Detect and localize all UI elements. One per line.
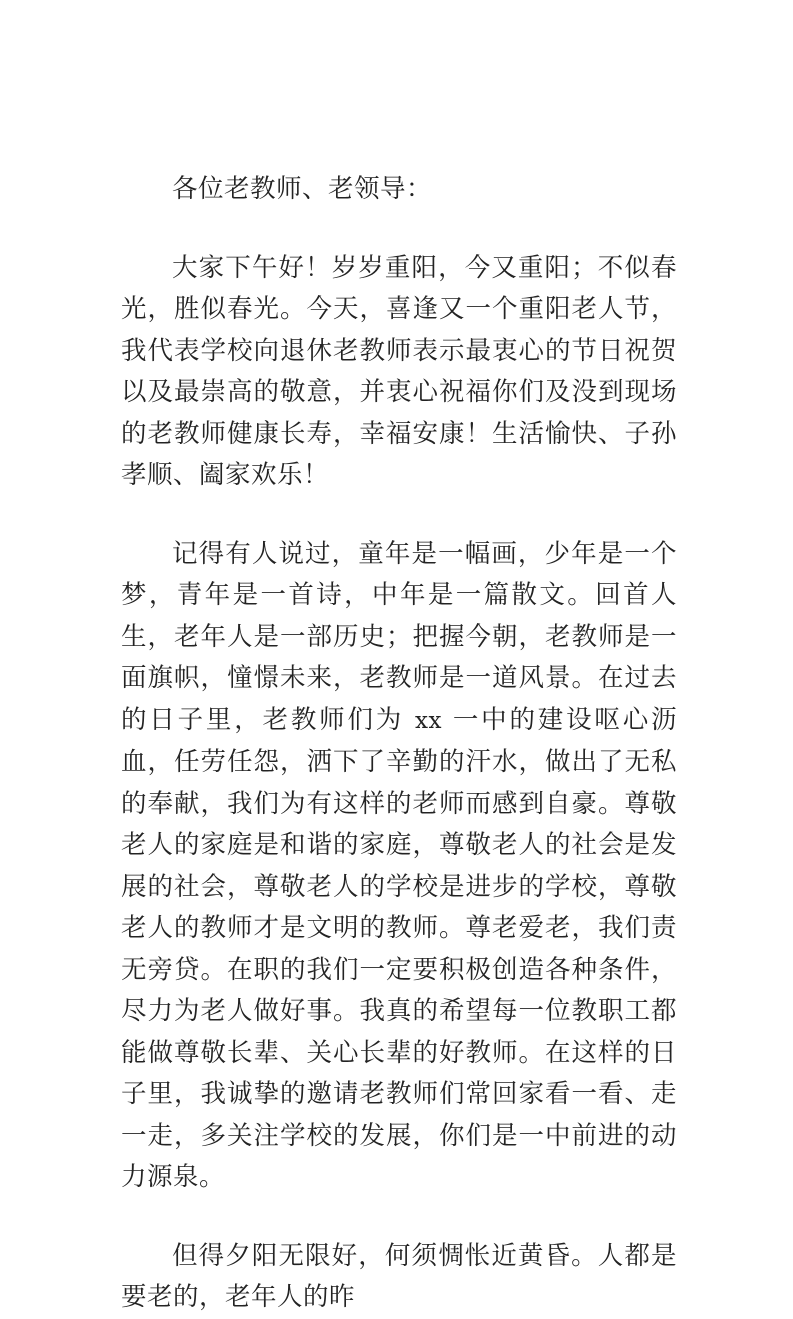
main-body-text-after-placeholder: 一中的建设呕心沥血，任劳任怨，洒下了辛勤的汗水，做出了无私的奉献，我们为有这样的老师而感到自豪。尊敬老人的家庭是和谐的家庭，尊敬老人的社会是发展的社会，尊敬老人的学校是进步的学校，尊敬老人的教师才是文明的教师。尊老爱老，我们责无旁贷。在职的我们一定要积极创造各种条件，尽力为老人做好事。我真的希望每一位教职工都能做尊敬长辈、关心长辈的好教师。在这样的日子里，我诚挚的邀请老教师们常回家看一看、走一走，多关注学校的发展，你们是一中前进的动力源泉。 xyxy=(121,704,677,1192)
salutation-paragraph: 各位老教师、老领导： xyxy=(172,174,433,204)
main-body-text-before-placeholder: 记得有人说过，童年是一幅画，少年是一个梦，青年是一首诗，中年是一篇散文。回首人生，老年人是一部历史；把握今朝，老教师是一面旗帜，憧憬未来，老教师是一道风景。在过去的日子里，老教师们为 xyxy=(121,538,677,735)
school-name-placeholder: xx xyxy=(414,707,442,734)
greeting-paragraph: 大家下午好！岁岁重阳，今又重阳；不似春光，胜似春光。今天，喜逢又一个重阳老人节，我代表学校向退休老教师表示最衷心的节日祝贺以及最崇高的敬意，并衷心祝福你们及没到现场的老教师健康长寿，幸福安康！生活愉快、子孙孝顺、阖家欢乐！ xyxy=(121,252,677,490)
document-text-body xyxy=(121,169,677,1319)
main-body-paragraph xyxy=(121,534,677,1199)
closing-paragraph-truncated: 但得夕阳无限好，何须惆怅近黄昏。人都是要老的，老年人的昨 xyxy=(121,1240,677,1312)
